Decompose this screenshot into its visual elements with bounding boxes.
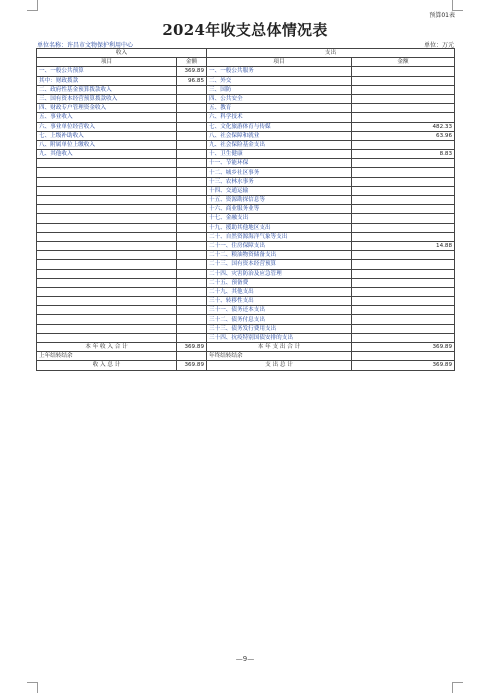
expense-item: 十六、商业服务业等: [207, 205, 352, 214]
table-row: [37, 113, 455, 122]
expense-amount: [352, 67, 455, 76]
page-title: 2024年收支总体情况表: [162, 21, 328, 39]
table-row: [37, 140, 455, 149]
expense-header: 支出: [207, 49, 455, 58]
table-row: [37, 76, 455, 85]
crop-mark-bottom-left: [27, 682, 38, 693]
income-header: 收入: [37, 49, 207, 58]
table-row: [37, 324, 455, 333]
income-amount: [177, 150, 207, 159]
table-row: [37, 315, 455, 324]
expense-col-amount: 金额: [352, 58, 455, 67]
income-item: [37, 333, 177, 342]
income-item: [37, 269, 177, 278]
expense-amount: [352, 232, 455, 241]
expense-item: 三十三、债务发行费用支出: [207, 324, 352, 333]
expense-amount: [352, 278, 455, 287]
expense-item: 二、外交: [207, 76, 352, 85]
expense-amount: [352, 177, 455, 186]
expense-amount: [352, 287, 455, 296]
income-amount: [177, 241, 207, 250]
expense-amount: [352, 85, 455, 94]
table-row: [37, 223, 455, 232]
income-item: [37, 159, 177, 168]
income-amount: [177, 269, 207, 278]
carryforward-amount: [352, 352, 455, 361]
expense-item: 三十、转移性支出: [207, 297, 352, 306]
income-item: [37, 306, 177, 315]
table-row: [37, 196, 455, 205]
expense-amount: 14.88: [352, 241, 455, 250]
income-item: 六、事业单位经营收入: [37, 122, 177, 131]
expense-item: 五、教育: [207, 104, 352, 113]
table-row: [37, 131, 455, 140]
form-number: 预算01表: [429, 12, 455, 19]
income-amount: [177, 324, 207, 333]
table-row: [37, 159, 455, 168]
expense-item: 七、文化旅游体育与传媒: [207, 122, 352, 131]
income-amount: [177, 113, 207, 122]
income-item: [37, 214, 177, 223]
income-item: 七、上级补助收入: [37, 131, 177, 140]
income-item: [37, 232, 177, 241]
table-row: [37, 122, 455, 131]
income-amount: [177, 85, 207, 94]
table-row: [37, 241, 455, 250]
expense-item: 十二、城乡社区事务: [207, 168, 352, 177]
expense-col-item: 项目: [207, 58, 352, 67]
expense-item: 十一、节能环保: [207, 159, 352, 168]
expense-item: 十九、援助其他地区支出: [207, 223, 352, 232]
expense-amount: [352, 196, 455, 205]
income-amount: [177, 186, 207, 195]
expense-item: 一、一般公共服务: [207, 67, 352, 76]
table-row: [37, 251, 455, 260]
expense-amount: [352, 297, 455, 306]
money-unit: 单位：万元: [423, 42, 454, 49]
expense-amount: 482.33: [352, 122, 455, 131]
table-row: [37, 297, 455, 306]
totals-section: [37, 343, 455, 371]
expense-amount: [352, 214, 455, 223]
income-amount: [177, 287, 207, 296]
expense-item: 三十二、债务付息支出: [207, 315, 352, 324]
expense-item: 九、社会保险基金支出: [207, 140, 352, 149]
table-row: [37, 306, 455, 315]
expense-amount: [352, 76, 455, 85]
table-row: [37, 214, 455, 223]
income-amount: [177, 232, 207, 241]
expense-item: 三、国防: [207, 85, 352, 94]
income-total: 369.89: [177, 361, 207, 370]
page-number: —9—: [235, 655, 255, 663]
income-amount: [177, 177, 207, 186]
income-amount: [177, 333, 207, 342]
income-year-total-label: 本 年 收 入 合 计: [37, 343, 177, 352]
expense-amount: [352, 260, 455, 269]
expense-year-total: 369.89: [352, 343, 455, 352]
income-item: [37, 287, 177, 296]
income-item: [37, 260, 177, 269]
expense-amount: [352, 113, 455, 122]
income-amount: [177, 251, 207, 260]
income-item: 一、一般公共预算: [37, 67, 177, 76]
expense-item: 四、公共安全: [207, 94, 352, 103]
expense-item: 六、科学技术: [207, 113, 352, 122]
year-total-row: [37, 343, 455, 352]
income-amount: [177, 94, 207, 103]
table-row: [37, 94, 455, 103]
income-amount: [177, 104, 207, 113]
income-item: [37, 324, 177, 333]
expense-amount: 8.83: [352, 150, 455, 159]
expense-amount: [352, 168, 455, 177]
expense-amount: [352, 251, 455, 260]
income-item: [37, 315, 177, 324]
income-amount: [177, 168, 207, 177]
expense-item: 二十一、住房保障支出: [207, 241, 352, 250]
expense-amount: [352, 94, 455, 103]
section-header-row: [37, 49, 455, 58]
expense-item: 二十二、粮油物资储备支出: [207, 251, 352, 260]
income-item: [37, 205, 177, 214]
income-amount: [177, 306, 207, 315]
expense-item: 八、社会保障和就业: [207, 131, 352, 140]
income-amount: [177, 260, 207, 269]
income-item: 三、国有资本经营预算拨款收入: [37, 94, 177, 103]
income-item: 八、附属单位上缴收入: [37, 140, 177, 149]
expense-item: 二十九、其他支出: [207, 287, 352, 296]
income-amount: [177, 196, 207, 205]
expense-item: 十三、农林水事务: [207, 177, 352, 186]
income-total-label: 收 入 总 计: [37, 361, 177, 370]
income-amount: [177, 131, 207, 140]
income-item: [37, 241, 177, 250]
expense-item: 二十三、国有资本经营预算: [207, 260, 352, 269]
income-amount: [177, 205, 207, 214]
income-item: 四、财政专户管理资金收入: [37, 104, 177, 113]
budget-table: [36, 48, 455, 371]
income-col-item: 项目: [37, 58, 177, 67]
income-amount: 369.89: [177, 67, 207, 76]
carryover-label: 上年结转结余: [37, 352, 177, 361]
expense-amount: [352, 315, 455, 324]
income-item: 五、事业收入: [37, 113, 177, 122]
expense-amount: [352, 324, 455, 333]
income-amount: [177, 223, 207, 232]
expense-item: 十、卫生健康: [207, 150, 352, 159]
table-row: [37, 269, 455, 278]
income-amount: [177, 297, 207, 306]
budget-table-body: [37, 49, 455, 343]
income-col-amount: 金额: [177, 58, 207, 67]
table-row: [37, 333, 455, 342]
table-row: [37, 278, 455, 287]
income-item: 其中：财政拨款: [37, 76, 177, 85]
expense-item: 二十四、灾害防治及应急管理: [207, 269, 352, 278]
expense-item: 二十五、预备费: [207, 278, 352, 287]
expense-year-total-label: 本 年 支 出 合 计: [207, 343, 352, 352]
column-header-row: [37, 58, 455, 67]
income-amount: [177, 122, 207, 131]
table-row: [37, 168, 455, 177]
expense-amount: [352, 223, 455, 232]
table-row: [37, 104, 455, 113]
income-item: [37, 177, 177, 186]
expense-amount: [352, 186, 455, 195]
expense-item: 十四、交通运输: [207, 186, 352, 195]
income-item: [37, 186, 177, 195]
expense-item: 十五、资源勘探信息等: [207, 196, 352, 205]
income-amount: [177, 278, 207, 287]
table-row: [37, 186, 455, 195]
income-item: [37, 196, 177, 205]
grand-total-row: [37, 361, 455, 370]
income-item: [37, 278, 177, 287]
income-amount: [177, 140, 207, 149]
crop-mark-bottom-right: [452, 682, 463, 693]
expense-amount: [352, 306, 455, 315]
income-item: [37, 223, 177, 232]
expense-amount: [352, 104, 455, 113]
income-amount: [177, 315, 207, 324]
expense-item: 三十四、抗疫特别国债安排的支出: [207, 333, 352, 342]
carryover-row: [37, 352, 455, 361]
table-row: [37, 67, 455, 76]
expense-amount: [352, 333, 455, 342]
crop-mark-top-left: [27, 0, 38, 11]
income-amount: 96.85: [177, 76, 207, 85]
expense-total-label: 支 出 总 计: [207, 361, 352, 370]
expense-amount: [352, 269, 455, 278]
income-item: 九、其他收入: [37, 150, 177, 159]
expense-amount: [352, 205, 455, 214]
table-row: [37, 287, 455, 296]
table-row: [37, 150, 455, 159]
expense-item: 二十、自然资源海洋气象等支出: [207, 232, 352, 241]
income-item: [37, 168, 177, 177]
expense-total: 369.89: [352, 361, 455, 370]
table-row: [37, 260, 455, 269]
table-row: [37, 85, 455, 94]
income-amount: [177, 159, 207, 168]
income-amount: [177, 214, 207, 223]
income-item: 二、政府性基金预算拨款收入: [37, 85, 177, 94]
expense-amount: [352, 140, 455, 149]
income-item: [37, 251, 177, 260]
expense-amount: [352, 159, 455, 168]
carryover-amount: [177, 352, 207, 361]
table-row: [37, 177, 455, 186]
expense-amount: 63.96: [352, 131, 455, 140]
expense-item: 十七、金融支出: [207, 214, 352, 223]
income-year-total: 369.89: [177, 343, 207, 352]
unit-name: 单位名称：许昌市文物保护利用中心: [37, 42, 134, 49]
table-row: [37, 232, 455, 241]
table-row: [37, 205, 455, 214]
income-item: [37, 297, 177, 306]
carryforward-label: 年终结转结余: [207, 352, 352, 361]
expense-item: 三十一、债务还本支出: [207, 306, 352, 315]
